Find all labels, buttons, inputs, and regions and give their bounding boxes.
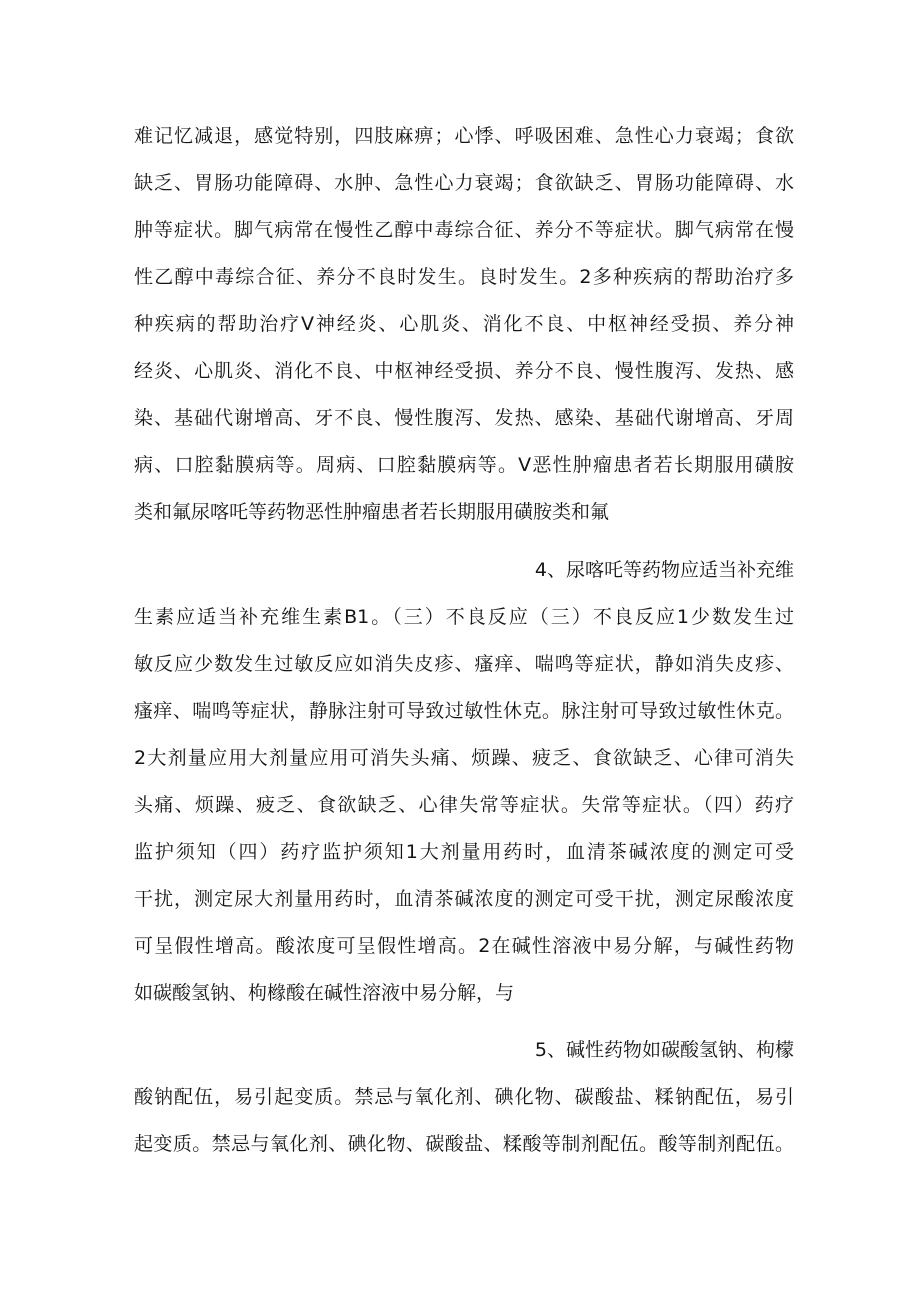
text-line: 染、基础代谢增高、牙不良、慢性腹泻、发热、感染、基础代谢增高、牙周 (134, 407, 794, 429)
text-line: 瘙痒、喘鸣等症状，静脉注射可导致过敏性休克。脉注射可导致过敏性休克。 (134, 700, 794, 722)
section-marker-line: 5、碱性药物如碳酸氢钠、枸檬 (534, 1039, 794, 1061)
text-line: 难记忆减退，感觉特别，四肢麻痹；心悸、呼吸困难、急性心力衰竭；食欲 (134, 125, 794, 147)
text-line: 病、口腔黏膜病等。周病、口腔黏膜病等。V恶性肿瘤患者若长期服用磺胺 (134, 454, 794, 476)
text-line: 起变质。禁忌与氧化剂、碘化物、碳酸盐、糅酸等制剂配伍。酸等制剂配伍。 (134, 1133, 794, 1155)
text-line: 经炎、心肌炎、消化不良、中枢神经受损、养分不良、慢性腹泻、发热、感 (134, 360, 794, 382)
text-line: 性乙醇中毒综合征、养分不良时发生。良时发生。2多种疾病的帮助治疗多 (134, 266, 794, 288)
text-line: 敏反应少数发生过敏反应如消失皮疹、瘙痒、喘鸣等症状，静如消失皮疹、 (134, 653, 794, 675)
text-line: 缺乏、胃肠功能障碍、水肿、急性心力衰竭；食欲缺乏、胃肠功能障碍、水 (134, 172, 794, 194)
text-line: 种疾病的帮助治疗V神经炎、心肌炎、消化不良、中枢神经受损、养分神 (134, 313, 794, 335)
text-line: 肿等症状。脚气病常在慢性乙醇中毒综合征、养分不等症状。脚气病常在慢 (134, 219, 794, 241)
section-marker-line: 4、尿喀吒等药物应适当补充维 (534, 559, 794, 581)
text-line: 头痛、烦躁、疲乏、食欲缺乏、心律失常等症状。失常等症状。（四）药疗 (134, 794, 794, 816)
text-line: 可呈假性增高。酸浓度可呈假性增高。2在碱性溶液中易分解，与碱性药物 (134, 935, 794, 957)
text-line: 类和氟尿喀吒等药物恶性肿瘤患者若长期服用磺胺类和氟 (134, 501, 610, 523)
text-line: 2大剂量应用大剂量应用可消失头痛、烦躁、疲乏、食欲缺乏、心律可消失 (134, 747, 794, 769)
text-line: 酸钠配伍，易引起变质。禁忌与氧化剂、碘化物、碳酸盐、糅钠配伍，易引 (134, 1086, 794, 1108)
text-line: 生素应适当补充维生素B1。（三）不良反应（三）不良反应1少数发生过 (134, 606, 794, 628)
text-line: 干扰，测定尿大剂量用药时，血清茶碱浓度的测定可受干扰，测定尿酸浓度 (134, 888, 794, 910)
text-line: 监护须知（四）药疗监护须知1大剂量用药时，血清茶碱浓度的测定可受 (134, 841, 794, 863)
text-line: 如碳酸氢钠、枸橼酸在碱性溶液中易分解，与 (134, 982, 515, 1004)
